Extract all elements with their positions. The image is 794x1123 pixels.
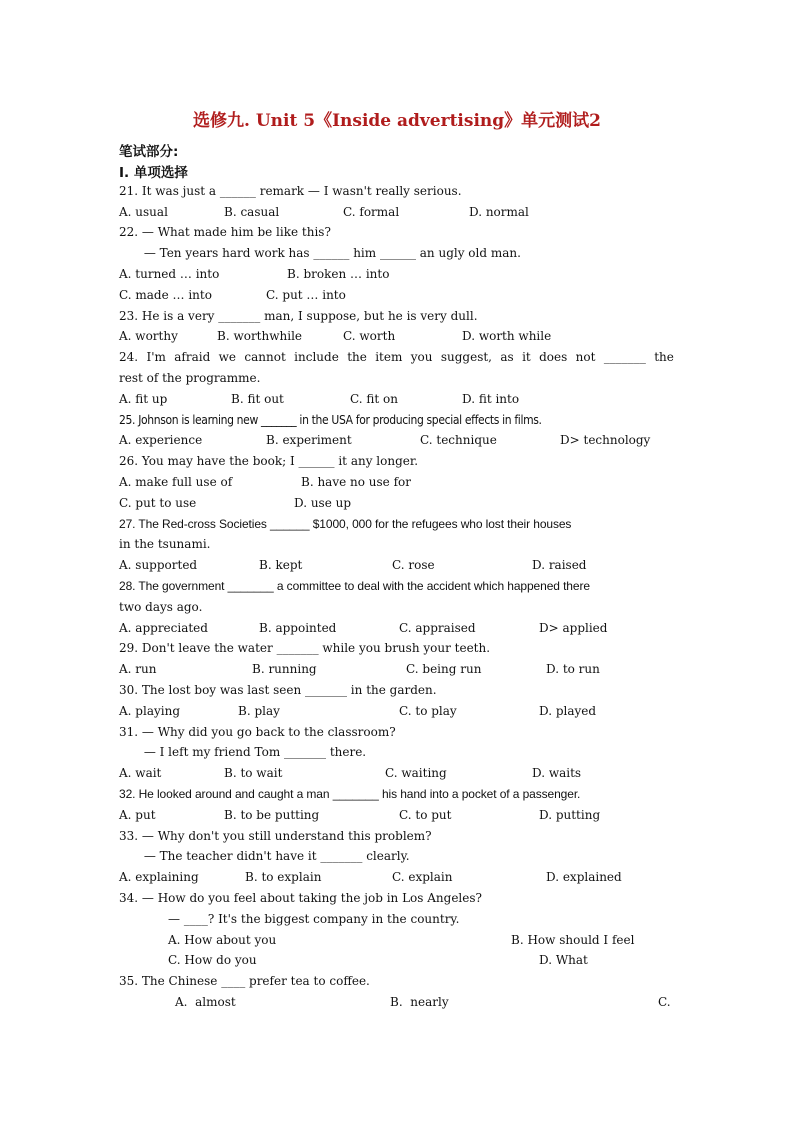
question-30-option-a: A. playing: [119, 704, 180, 718]
question-21-option-c: C. formal: [343, 205, 400, 219]
question-22-stem-line2: — Ten years hard work has ______ him ______ an ugly old man.: [140, 246, 521, 260]
question-26-option-a: A. make full use of: [119, 475, 233, 489]
q24-word: as: [500, 350, 514, 364]
question-32-option-b: B. to be putting: [224, 808, 320, 822]
question-29-option-d: D. to run: [546, 662, 600, 676]
question-27-option-a: A. supported: [119, 558, 198, 572]
question-26-option-b: B. have no use for: [301, 475, 411, 489]
question-28-stem: 28. The government _______ a committee to deal with the accident which happened there: [119, 579, 590, 593]
question-33-option-d: D. explained: [546, 870, 622, 884]
question-22-option-b: B. broken … into: [287, 267, 390, 281]
question-24-option-d: D. fit into: [462, 392, 520, 406]
question-27-option-b: B. kept: [259, 558, 303, 572]
question-31-option-b: B. to wait: [224, 766, 283, 780]
question-28-option-d: D> applied: [539, 621, 608, 635]
question-23-option-b: B. worthwhile: [217, 329, 303, 343]
q24-word: we: [218, 350, 237, 364]
question-27-stem: 27. The Red-cross Societies ______ $1000, 000 for the refugees who lost their houses: [119, 517, 572, 531]
question-33-option-c: C. explain: [392, 870, 453, 884]
question-21-option-a: A. usual: [119, 205, 168, 219]
question-28-option-a: A. appreciated: [119, 621, 208, 635]
q24-word: the: [654, 350, 674, 364]
question-35-option-c: C.: [658, 995, 671, 1009]
question-32-stem: 32. He looked around and caught a man _______ his hand into a pocket of a passenger.: [119, 787, 581, 801]
question-27-stem-line2: in the tsunami.: [119, 537, 211, 551]
question-34-stem-line2: — ____? It's the biggest company in the country.: [168, 912, 460, 926]
question-21-stem: 21. It was just a ______ remark — I wasn't really serious.: [119, 184, 462, 198]
q24-word: not: [575, 350, 596, 364]
question-28-option-c: C. appraised: [399, 621, 476, 635]
question-29-option-c: C. being run: [406, 662, 482, 676]
question-26-stem: 26. You may have the book; I ______ it any longer.: [119, 454, 419, 468]
q24-word: item: [375, 350, 403, 364]
question-26-option-d: D. use up: [294, 496, 352, 510]
question-30-option-c: C. to play: [399, 704, 457, 718]
question-34-stem: 34. — How do you feel about taking the job in Los Angeles?: [119, 891, 482, 905]
question-33-stem: 33. — Why don't you still understand this problem?: [119, 829, 432, 843]
question-28-stem-line2: two days ago.: [119, 600, 203, 614]
q24-word: the: [347, 350, 367, 364]
question-24-option-a: A. fit up: [119, 392, 168, 406]
q24-word: does: [539, 350, 568, 364]
question-30-option-d: D. played: [539, 704, 597, 718]
q24-word: it: [522, 350, 531, 364]
question-21-option-d: D. normal: [469, 205, 529, 219]
question-34-option-c: C. How do you: [168, 953, 257, 967]
question-34-option-b: B. How should I feel: [511, 933, 635, 947]
question-25-option-d: D> technology: [560, 433, 651, 447]
part-heading: I. 单项选择: [119, 165, 188, 181]
question-31-option-d: D. waits: [532, 766, 582, 780]
question-25-stem: 25. Johnson is learning new _______ in the USA for producing special effects in films.: [119, 413, 542, 427]
question-29-option-b: B. running: [252, 662, 317, 676]
question-33-option-b: B. to explain: [245, 870, 322, 884]
question-24-option-b: B. fit out: [231, 392, 284, 406]
question-23-option-d: D. worth while: [462, 329, 552, 343]
question-21-option-b: B. casual: [224, 205, 280, 219]
question-30-option-b: B. play: [238, 704, 280, 718]
section-heading: 笔试部分:: [119, 144, 179, 160]
question-25-option-b: B. experiment: [266, 433, 352, 447]
q24-word: include: [294, 350, 339, 364]
question-22-option-d: C. put … into: [266, 288, 346, 302]
question-25-option-a: A. experience: [119, 433, 203, 447]
question-25-option-c: C. technique: [420, 433, 497, 447]
question-32-option-c: C. to put: [399, 808, 452, 822]
question-27-option-d: D. raised: [532, 558, 587, 572]
question-28-option-b: B. appointed: [259, 621, 337, 635]
question-31-stem-line2: — I left my friend Tom _______ there.: [140, 745, 367, 759]
q24-word: cannot: [244, 350, 286, 364]
question-31-option-a: A. wait: [119, 766, 162, 780]
question-32-option-a: A. put: [119, 808, 156, 822]
question-35-option-b: B. nearly: [390, 995, 449, 1009]
question-23-stem: 23. He is a very _______ man, I suppose, but he is very dull.: [119, 309, 478, 323]
question-35-stem: 35. The Chinese ____ prefer tea to coffee.: [119, 974, 370, 988]
question-32-option-d: D. putting: [539, 808, 601, 822]
q24-word: afraid: [174, 350, 211, 364]
question-23-option-c: C. worth: [343, 329, 396, 343]
question-26-option-c: C. put to use: [119, 496, 197, 510]
q24-word: you: [410, 350, 433, 364]
question-22-stem: 22. — What made him be like this?: [119, 225, 331, 239]
question-24-stem: [119, 350, 674, 364]
question-29-stem: 29. Don't leave the water _______ while you brush your teeth.: [119, 641, 491, 655]
question-23-option-a: A. worthy: [119, 329, 178, 343]
document-title: 选修九. Unit 5《Inside advertising》单元测试2: [192, 111, 601, 131]
q24-word: suggest,: [440, 350, 492, 364]
q24-word: 24.: [119, 350, 139, 364]
question-24-stem-line2: rest of the programme.: [119, 371, 261, 385]
question-34-option-d: D. What: [539, 953, 588, 967]
q24-word: _______: [603, 350, 646, 364]
question-27-option-c: C. rose: [392, 558, 435, 572]
question-22-option-a: A. turned … into: [119, 267, 220, 281]
q24-word: I'm: [146, 350, 166, 364]
question-35-option-a: A. almost: [175, 995, 236, 1009]
question-29-option-a: A. run: [119, 662, 157, 676]
question-30-stem: 30. The lost boy was last seen _______ in the garden.: [119, 683, 437, 697]
question-34-option-a: A. How about you: [168, 933, 277, 947]
question-22-option-c: C. made … into: [119, 288, 212, 302]
question-31-option-c: C. waiting: [385, 766, 447, 780]
question-24-option-c: C. fit on: [350, 392, 398, 406]
question-31-stem: 31. — Why did you go back to the classroom?: [119, 725, 396, 739]
question-33-option-a: A. explaining: [119, 870, 199, 884]
question-33-stem-line2: — The teacher didn't have it _______ clearly.: [140, 849, 410, 863]
